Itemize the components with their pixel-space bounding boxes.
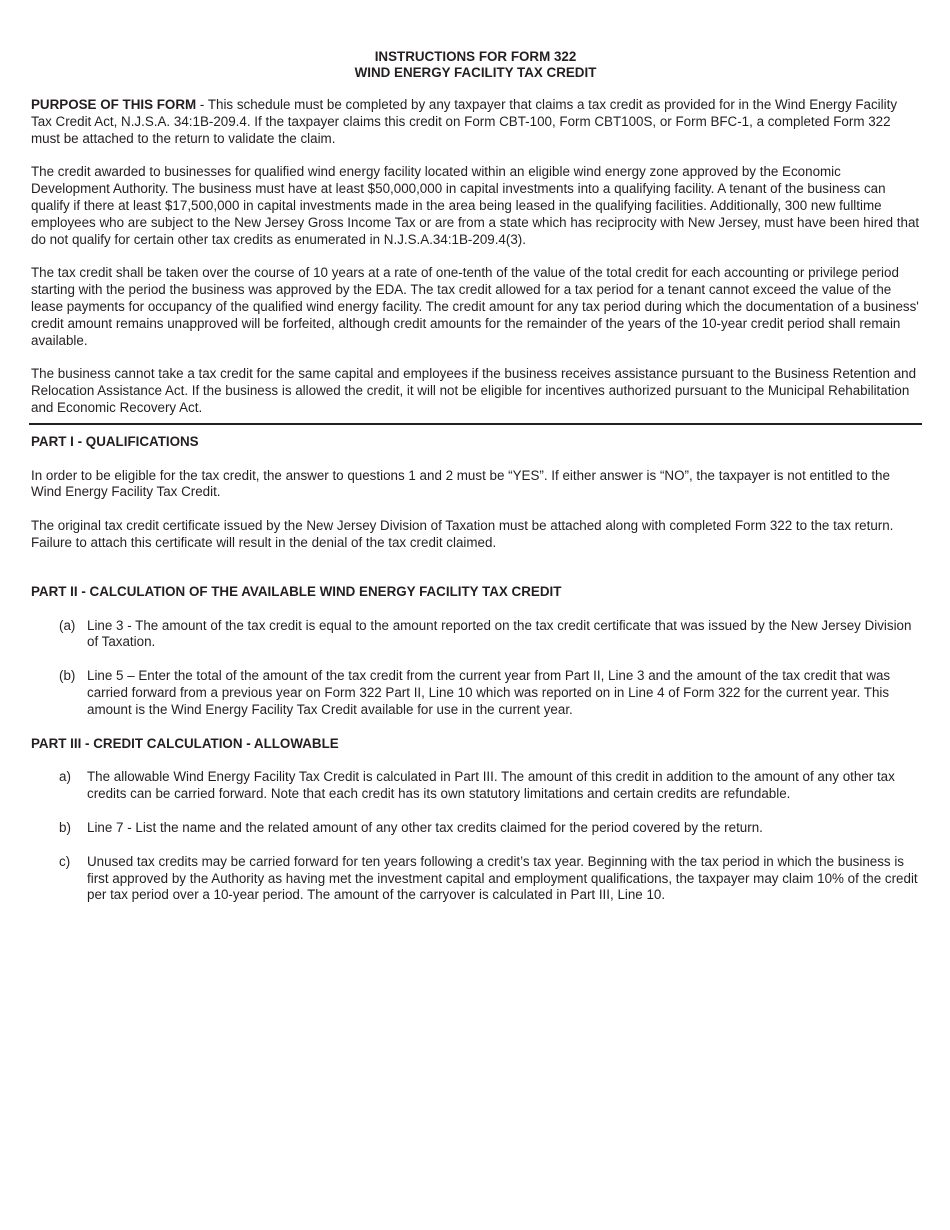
list-marker: c)	[59, 853, 71, 869]
intro-paragraph-3: The business cannot take a tax credit for the same capital and employees if the business receives assistance pursuant to the Business Retention and Relocation Assistance Act. If the business is allowed the credit, it will not be eligible for incentives authorized pursuant to the Municipal Rehabilitation and Economic Recovery Act.	[31, 366, 917, 415]
title-line-1: INSTRUCTIONS FOR FORM 322	[374, 49, 577, 64]
list-marker: (b)	[59, 668, 76, 684]
part2-heading: PART II - CALCULATION OF THE AVAILABLE WIND ENERGY FACILITY TAX CREDIT	[31, 583, 562, 599]
part2-list	[31, 618, 920, 719]
list-marker: a)	[59, 769, 71, 785]
part1-paragraph-1: In order to be eligible for the tax credit, the answer to questions 1 and 2 must be “YES”. If either answer is “NO”, the taxpayer is not entitled to the Wind Energy Facility Tax Credit.	[31, 467, 890, 500]
list-text: Line 5 – Enter the total of the amount of the tax credit from the current year from Part II, Line 3 and the amount of the tax credit that was carried forward from a previous year on Form 322 Part II, Line 10 which was reported on in Line 4 of Form 322 for the current year. This amount is the Wind Energy Facility Tax Credit available for use in the current year.	[87, 668, 891, 717]
list-marker: b)	[59, 819, 71, 835]
list-item	[31, 668, 920, 718]
list-text: The allowable Wind Energy Facility Tax Credit is calculated in Part III. The amount of this credit in addition to the amount of any other tax credits can be carried forward. Note that each credit has its own statutory limitations and certain credits are refundable.	[87, 769, 895, 802]
part1-paragraph-2: The original tax credit certificate issued by the New Jersey Division of Taxation must be attached along with completed Form 322 to the tax return. Failure to attach this certificate will result in the denial of the tax credit claimed.	[31, 518, 894, 550]
purpose-lead: PURPOSE OF THIS FORM	[31, 97, 197, 112]
purpose-paragraph	[31, 97, 920, 147]
list-marker: (a)	[59, 617, 76, 633]
purpose-text: - This schedule must be completed by any taxpayer that claims a tax credit as provided for in the Wind Energy Facility Tax Credit Act, N.J.S.A. 34:1B-209.4. If the taxpayer claims this credit on Form CBT-100, Form CBT100S, or Form BFC-1, a completed Form 322 must be attached to the return to validate the claim.	[31, 97, 898, 146]
list-item	[31, 769, 920, 803]
list-text: Unused tax credits may be carried forward for ten years following a credit’s tax year. Beginning with the tax period in which the business is first approved by the Authority as having met the investment capital and employment qualifications, the taxpayer may claim 10% of the credit per tax period over a 10-year period. The amount of the carryover is calculated in Part III, Line 10.	[87, 853, 918, 903]
list-text: Line 3 - The amount of the tax credit is equal to the amount reported on the tax credit certificate that was issued by the New Jersey Division of Taxation.	[87, 617, 912, 650]
section-divider	[29, 423, 922, 425]
list-text: Line 7 - List the name and the related amount of any other tax credits claimed for the period covered by the return.	[87, 819, 763, 835]
list-item	[31, 854, 920, 904]
page-title	[31, 49, 920, 81]
part1-heading: PART I - QUALIFICATIONS	[31, 433, 199, 449]
instructions-page	[31, 49, 920, 921]
intro-paragraph-2: The tax credit shall be taken over the course of 10 years at a rate of one-tenth of the value of the total credit for each accounting or privilege period starting with the period the business was approved by the EDA. The tax credit allowed for a tax period for a tenant cannot exceed the value of the lease payments for occupancy of the qualified wind energy facility. The credit amount for any tax period during which the documentation of a business' credit amount remains unapproved will be forfeited, although credit amounts for the remainder of the years of the 10-year credit period shall remain available.	[31, 265, 919, 348]
list-item	[31, 618, 920, 652]
part3-heading: PART III - CREDIT CALCULATION - ALLOWABLE	[31, 735, 339, 751]
title-line-2: WIND ENERGY FACILITY TAX CREDIT	[354, 65, 597, 80]
part3-list	[31, 769, 920, 904]
list-item	[31, 820, 920, 837]
intro-paragraph-1: The credit awarded to businesses for qualified wind energy facility located within an eligible wind energy zone approved by the Economic Development Authority. The business must have at least $50,000,000 in capital investments into a qualifying facility. A tenant of the business can qualify if there at least $17,500,000 in capital investments made in the area being leased in the qualifying facilities. Additionally, 300 new fulltime employees who are subject to the New Jersey Gross Income Tax or are from a state which has reciprocity with New Jersey, must have been hired that do not qualify for certain other tax credits as enumerated in N.J.S.A.34:1B-209.4(3).	[31, 164, 920, 247]
